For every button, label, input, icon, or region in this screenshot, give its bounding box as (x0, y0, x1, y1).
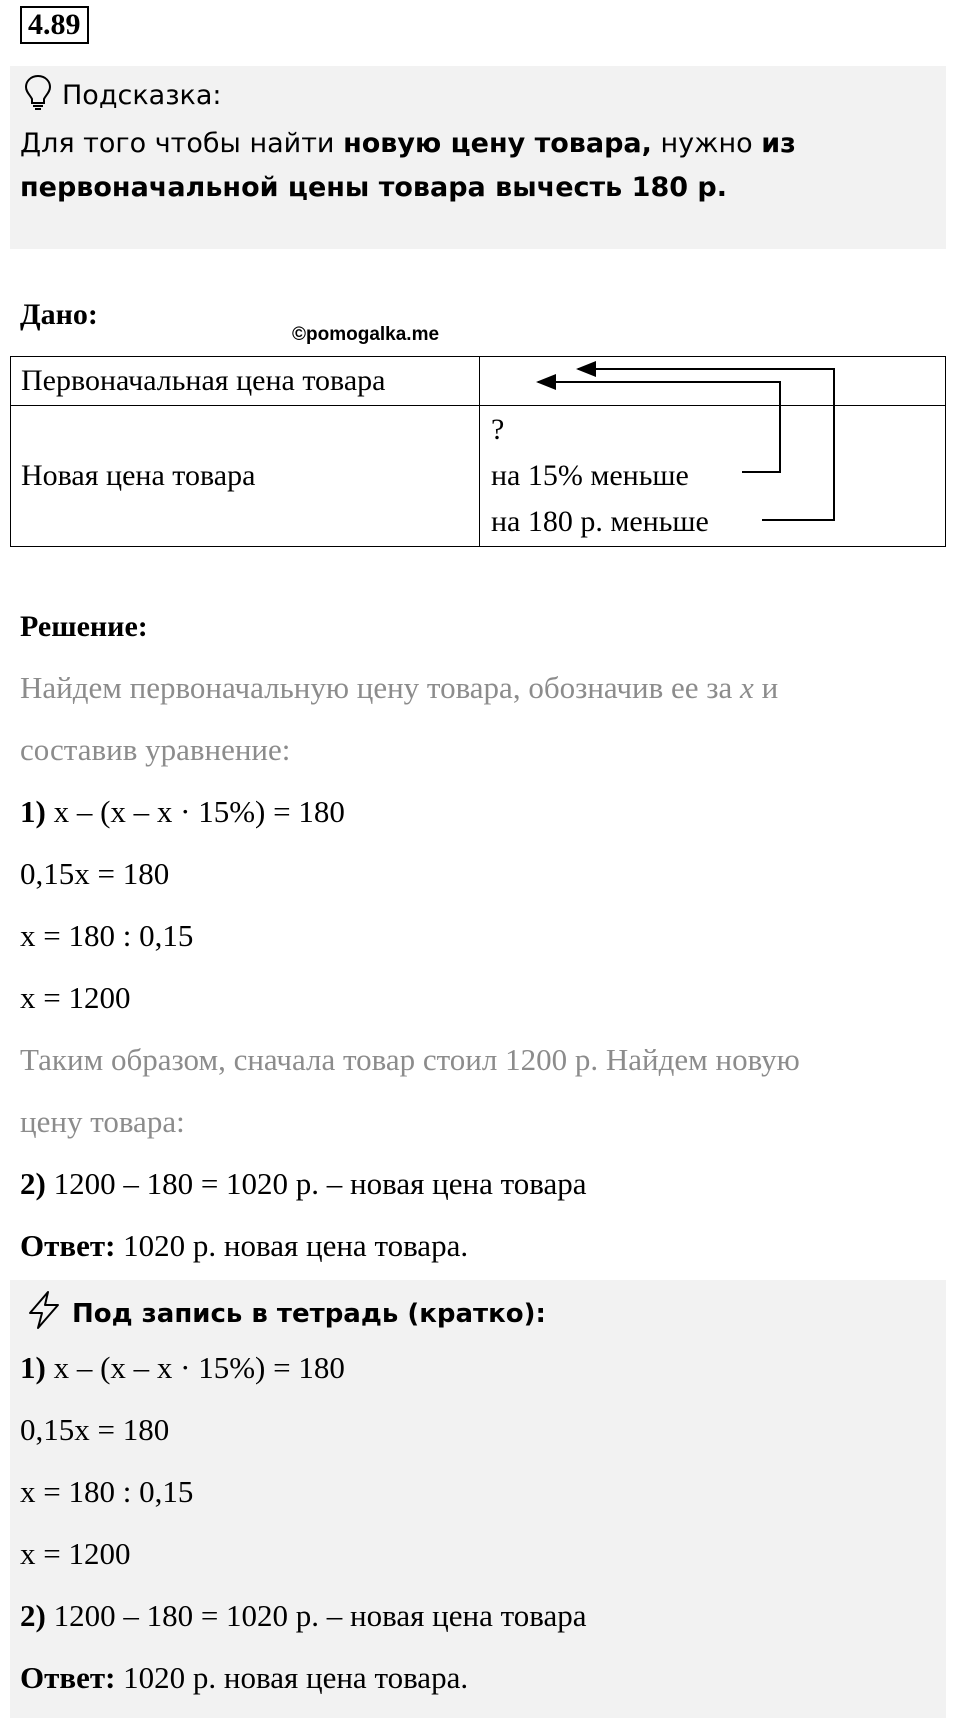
given-row-value (480, 357, 946, 406)
solution-eq-2: 0,15x = 180 (20, 856, 170, 891)
solution-step-1: 1) x – (x – x · 15%) = 180 (20, 794, 345, 829)
solution-answer: Ответ: 1020 р. новая цена товара. (20, 1228, 469, 1263)
solution-intro-2: составив уравнение: (20, 732, 291, 767)
watermark: ©pomogalka.me (292, 324, 440, 345)
unknown-mark: ? (491, 413, 505, 446)
solution-conclusion: Таким образом, сначала товар стоил 1200 р. Найдем новую (20, 1042, 800, 1077)
given-label: Дано: (20, 298, 98, 331)
solution-eq-3: x = 180 : 0,15 (20, 918, 194, 953)
hint-text-part3: нужно (651, 128, 762, 159)
task-number: 4.89 (20, 6, 89, 44)
short-step-1: 1) x – (x – x · 15%) = 180 (20, 1350, 345, 1385)
solution-conclusion-2: цену товара: (20, 1104, 185, 1139)
solution-label: Решение: (20, 610, 148, 643)
hint-text (20, 122, 930, 210)
solution-eq-4: x = 1200 (20, 980, 131, 1015)
hint-box (10, 66, 946, 249)
condition-percent: на 15% меньше (491, 459, 689, 492)
table-row (11, 406, 946, 547)
table-row (11, 357, 946, 406)
solution-intro: Найдем первоначальную цену товара, обозначив ее за x и (20, 670, 779, 705)
hint-header (24, 74, 222, 117)
hint-title: Подсказка: (62, 80, 222, 111)
short-eq-2: 0,15x = 180 (20, 1412, 170, 1447)
given-row-label: Новая цена товара (11, 406, 480, 547)
short-step-2: 2) 1200 – 180 = 1020 р. – новая цена товара (20, 1598, 587, 1633)
hint-text-highlight2: из первоначальной цены товара вычесть 180 р. (20, 128, 796, 203)
short-eq-3: x = 180 : 0,15 (20, 1474, 194, 1509)
given-table (10, 356, 946, 547)
hint-text-highlight1: новую цену товара, (343, 128, 652, 159)
short-notes-box (10, 1280, 946, 1718)
solution-step-2: 2) 1200 – 180 = 1020 р. – новая цена товара (20, 1166, 587, 1201)
short-answer: Ответ: 1020 р. новая цена товара. (20, 1660, 469, 1695)
given-row-value (480, 406, 946, 547)
short-eq-4: x = 1200 (20, 1536, 131, 1571)
given-row-label: Первоначальная цена товара (11, 357, 480, 406)
short-notes-header (24, 1290, 546, 1337)
condition-rubles: на 180 р. меньше (491, 505, 709, 538)
short-notes-title: Под запись в тетрадь (кратко): (72, 1298, 546, 1329)
lightbulb-icon (24, 74, 52, 117)
lightning-icon (24, 1290, 64, 1337)
hint-text-part1: Для того чтобы найти (20, 128, 344, 159)
